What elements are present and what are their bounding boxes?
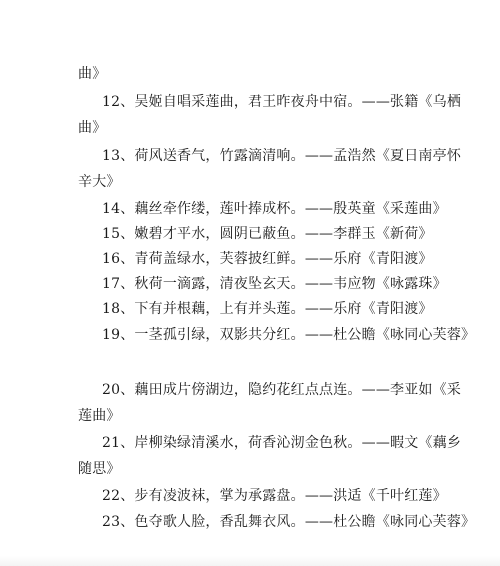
poem-line-20-continuation: 莲曲》 — [78, 408, 121, 424]
poem-line-20: 20、藕田成片傍湖边，隐约花红点点连。——李亚如《采 — [102, 382, 462, 398]
poem-line-13-continuation: 辛大》 — [78, 174, 121, 190]
poem-line-23: 23、色夺歌人脸，香乱舞衣风。——杜公瞻《咏同心芙蓉》 — [102, 514, 476, 530]
poem-line-22: 22、步有凌波袜，掌为承露盘。——洪适《千叶红莲》 — [102, 488, 447, 504]
page-bottom-shadow — [0, 556, 500, 566]
poem-line-15: 15、嫩碧才平水，圆阴已蔽鱼。——李群玉《新荷》 — [102, 226, 433, 242]
poem-line-13: 13、荷风送香气，竹露滴清响。——孟浩然《夏日南亭怀 — [102, 148, 462, 164]
poem-line-continuation: 曲》 — [78, 66, 107, 82]
poem-line-21-continuation: 随思》 — [78, 461, 121, 477]
poem-line-19: 19、一茎孤引绿，双影共分红。——杜公瞻《咏同心芙蓉》 — [102, 327, 476, 343]
poem-line-18: 18、下有并根藕，上有并头莲。——乐府《青阳渡》 — [102, 301, 433, 317]
poem-line-21: 21、岸柳染绿清溪水，荷香沁沏金色秋。——暇文《藕乡 — [102, 435, 462, 451]
poem-line-14: 14、藕丝牵作缕，莲叶捧成杯。——殷英童《采莲曲》 — [102, 201, 447, 217]
poem-line-12: 12、吴姬自唱采莲曲，君王昨夜舟中宿。——张籍《乌栖 — [102, 94, 462, 110]
poem-line-12-continuation: 曲》 — [78, 120, 107, 136]
poem-line-17: 17、秋荷一滴露，清夜坠玄天。——韦应物《咏露珠》 — [102, 276, 447, 292]
poem-line-16: 16、青荷盖绿水，芙蓉披红鲜。——乐府《青阳渡》 — [102, 251, 433, 267]
